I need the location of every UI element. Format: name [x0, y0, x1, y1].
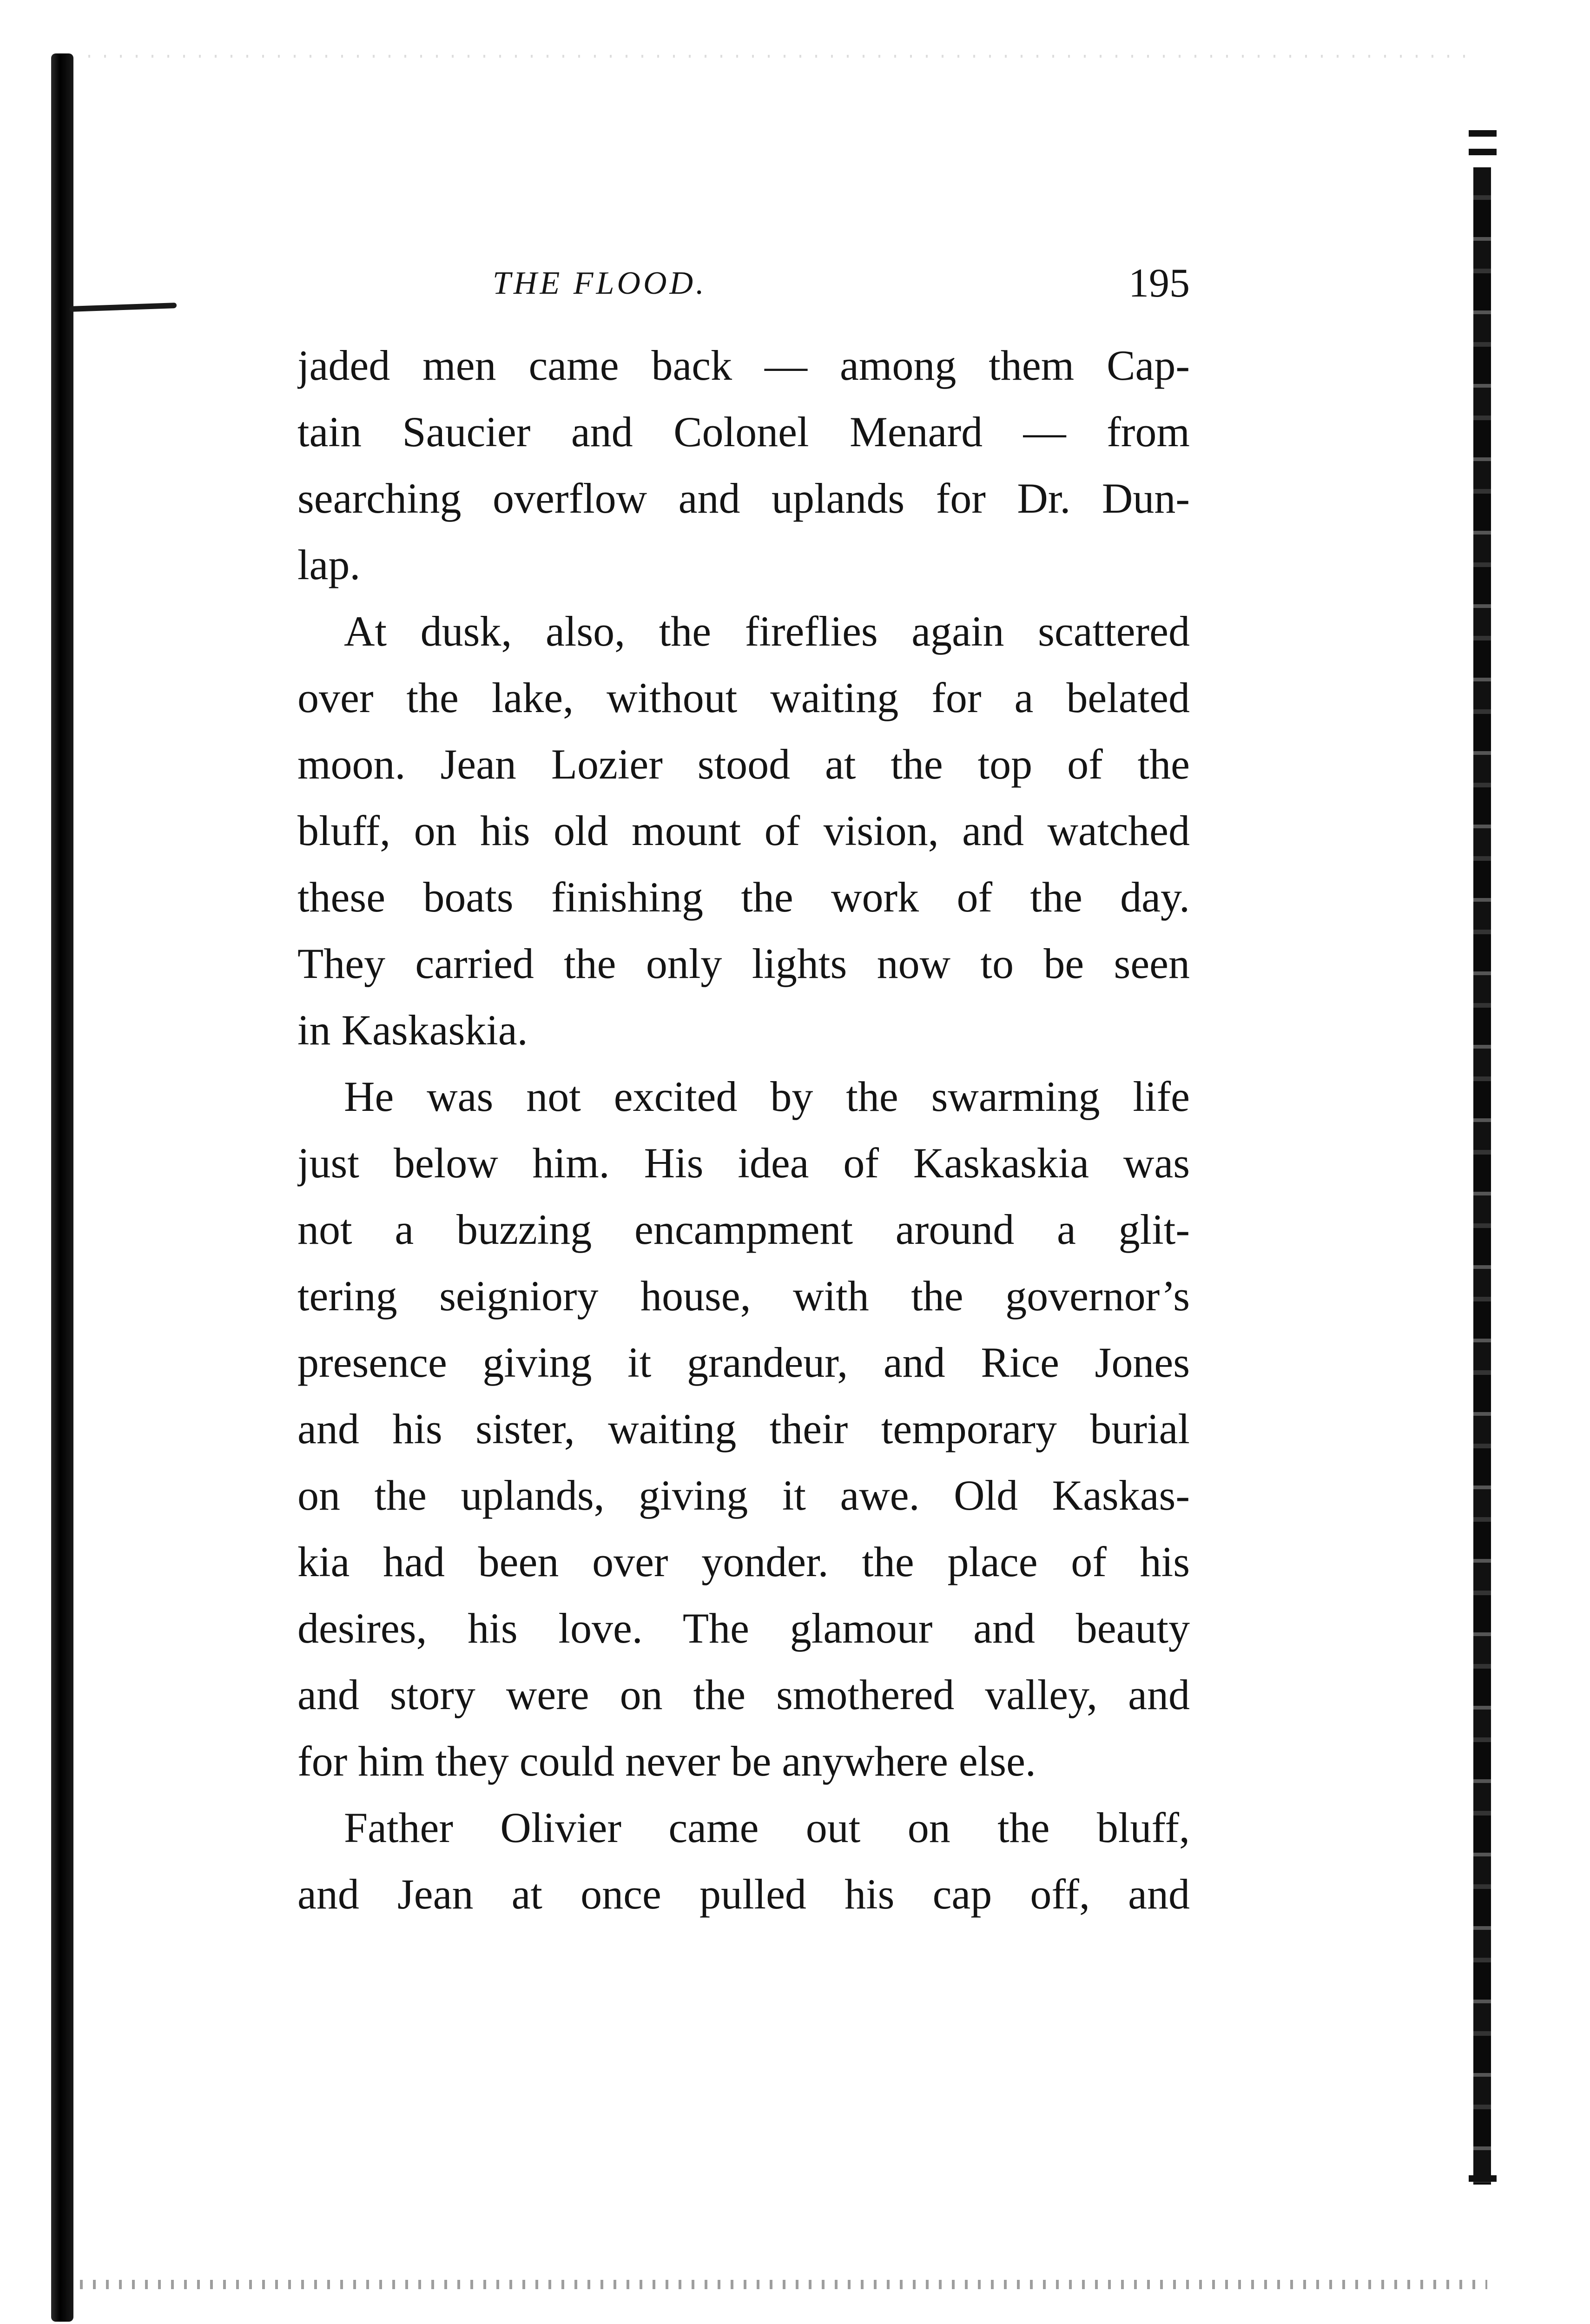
scan-bottom-edge: [70, 2280, 1487, 2289]
text-line: and his sister, waiting their temporary burial: [297, 1405, 1190, 1452]
running-head: THE FLOOD.: [493, 265, 707, 301]
scan-top-edge: [74, 55, 1469, 58]
text-line: for him they could never be anywhere else.: [297, 1737, 1036, 1785]
scan-right-edge: [1473, 167, 1491, 2185]
text-line: jaded men came back — among them Cap-: [297, 342, 1190, 389]
text-line: tering seigniory house, with the governor’s: [297, 1272, 1190, 1320]
text-line: moon. Jean Lozier stood at the top of the: [297, 740, 1190, 788]
text-line: not a buzzing encampment around a glit-: [297, 1206, 1190, 1253]
text-line: and story were on the smothered valley, and: [297, 1671, 1190, 1718]
page-header: [297, 256, 1190, 311]
text-line: Father Olivier came out on the bluff,: [344, 1804, 1190, 1851]
text-line: bluff, on his old mount of vision, and watched: [297, 807, 1190, 854]
text-line: desires, his love. The glamour and beauty: [297, 1604, 1190, 1652]
text-line: At dusk, also, the fireflies again scattered: [344, 607, 1190, 655]
text-line: They carried the only lights now to be seen: [297, 940, 1190, 987]
body-text: [297, 332, 1190, 1928]
text-line: on the uplands, giving it awe. Old Kaskas-: [297, 1472, 1190, 1519]
scan-right-speck: [1469, 2175, 1497, 2182]
text-line: in Kaskaskia.: [297, 1006, 528, 1054]
text-line: lap.: [297, 541, 361, 588]
text-line: He was not excited by the swarming life: [344, 1073, 1190, 1120]
text-line: over the lake, without waiting for a belated: [297, 674, 1190, 721]
text-line: these boats finishing the work of the day.: [297, 873, 1190, 921]
scan-right-speck: [1469, 130, 1497, 137]
scan-right-speck: [1469, 149, 1497, 155]
text-line: tain Saucier and Colonel Menard — from: [297, 408, 1190, 456]
text-line: kia had been over yonder. the place of his: [297, 1538, 1190, 1585]
text-line: presence giving it grandeur, and Rice Jones: [297, 1339, 1190, 1386]
text-line: and Jean at once pulled his cap off, and: [297, 1870, 1190, 1918]
scan-binding-edge: [51, 53, 73, 2322]
text-line: just below him. His idea of Kaskaskia was: [297, 1139, 1190, 1187]
page-number: 195: [1128, 261, 1190, 306]
scan-binding-mark: [70, 303, 177, 312]
text-line: searching overflow and uplands for Dr. Dun-: [297, 475, 1190, 522]
